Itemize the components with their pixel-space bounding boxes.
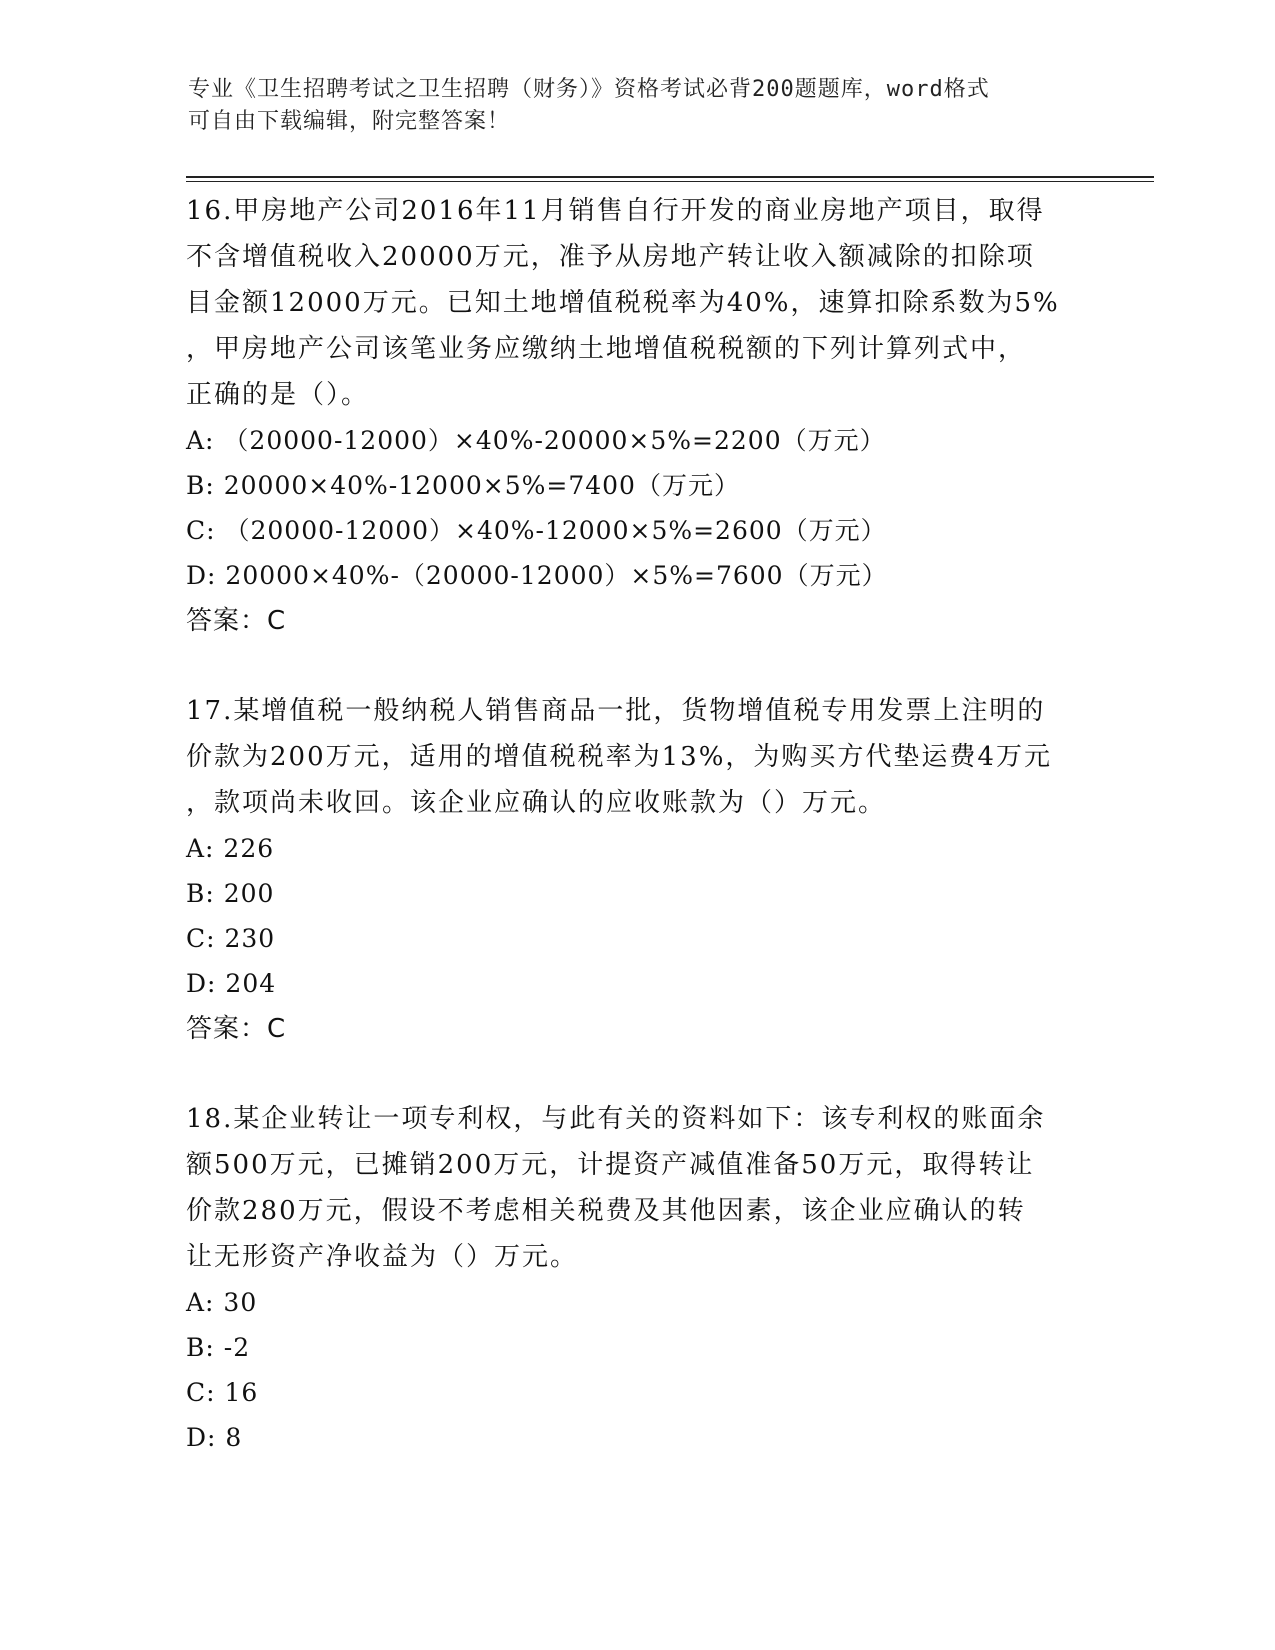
question-stem-line: ，款项尚未收回。该企业应确认的应收账款为（）万元。 (186, 788, 887, 818)
question-17 (186, 688, 1086, 1052)
question-18 (186, 1096, 1086, 1460)
option-c: C: 230 (186, 924, 276, 953)
question-stem-line: 正确的是（）。 (186, 380, 370, 410)
question-16 (186, 188, 1086, 644)
question-stem-line: 16.甲房地产公司2016年11月销售自行开发的商业房地产项目，取得 (186, 196, 1045, 226)
option-d: D: 8 (186, 1423, 243, 1452)
option-a: A: （20000-12000）×40%-20000×5%=2200（万元） (186, 426, 886, 455)
option-b: B: 200 (186, 879, 275, 908)
option-a: A: 30 (186, 1288, 258, 1317)
document-header (188, 74, 1068, 138)
option-c: C: （20000-12000）×40%-12000×5%=2600（万元） (186, 516, 887, 545)
header-divider-thick (186, 176, 1154, 178)
question-stem-line: ，甲房地产公司该笔业务应缴纳土地增值税税额的下列计算列式中， (186, 334, 1027, 364)
header-divider-thin (186, 181, 1154, 182)
question-stem-line: 价款为200万元，适用的增值税税率为13%，为购买方代垫运费4万元 (186, 742, 1052, 772)
header-line-2: 可自由下载编辑，附完整答案！ (188, 109, 511, 134)
question-stem-line: 不含增值税收入20000万元，准予从房地产转让收入额减除的扣除项 (186, 242, 1035, 272)
option-c: C: 16 (186, 1378, 259, 1407)
option-a: A: 226 (186, 834, 275, 863)
question-stem-line: 价款280万元，假设不考虑相关税费及其他因素，该企业应确认的转 (186, 1196, 1026, 1226)
question-stem-line: 17.某增值税一般纳税人销售商品一批，货物增值税专用发票上注明的 (186, 696, 1046, 726)
answer: 答案：C (186, 1014, 287, 1044)
option-b: B: 20000×40%-12000×5%=7400（万元） (186, 471, 740, 500)
question-stem-line: 18.某企业转让一项专利权，与此有关的资料如下：该专利权的账面余 (186, 1104, 1046, 1134)
answer: 答案：C (186, 606, 287, 636)
option-b: B: -2 (186, 1333, 251, 1362)
question-stem-line: 让无形资产净收益为（）万元。 (186, 1242, 579, 1272)
option-d: D: 20000×40%-（20000-12000）×5%=7600（万元） (186, 561, 888, 590)
question-stem-line: 目金额12000万元。已知土地增值税税率为40%，速算扣除系数为5% (186, 288, 1060, 318)
question-stem-line: 额500万元，已摊销200万元，计提资产减值准备50万元，取得转让 (186, 1150, 1035, 1180)
option-d: D: 204 (186, 969, 277, 998)
header-line-1: 专业《卫生招聘考试之卫生招聘（财务）》资格考试必背200题题库，word格式 (188, 77, 990, 102)
